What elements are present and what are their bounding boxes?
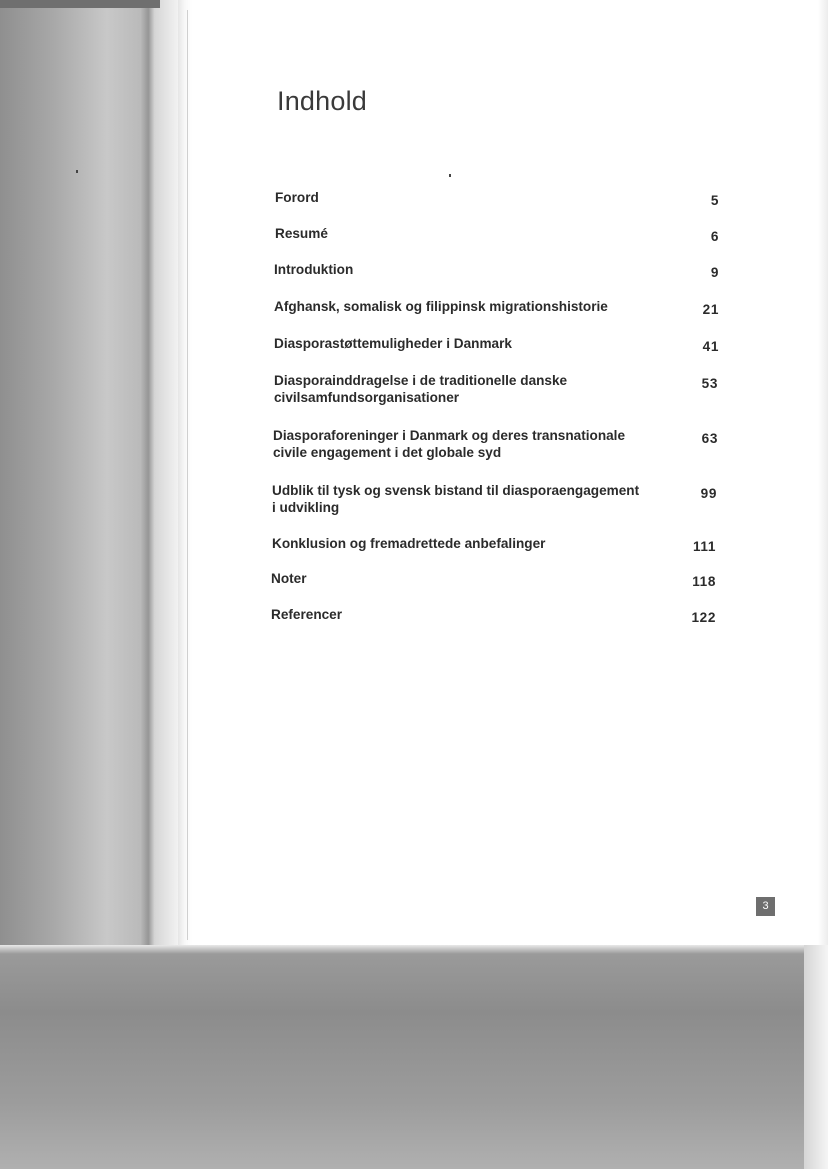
toc-entry-title: Diasporainddragelse i de traditionelle danske civilsamfundsorganisationer <box>274 373 568 405</box>
toc-entry-page: 6 <box>710 229 719 244</box>
toc-entry-title: Diasporaforeninger i Danmark og deres transnationale civile engagement i det globale syd <box>273 428 626 460</box>
toc-entry-page: 9 <box>710 265 719 280</box>
toc-entry-page: 5 <box>710 193 719 208</box>
toc-entry-page: 118 <box>692 574 716 589</box>
toc-entry-title: Referencer <box>271 607 343 622</box>
page-title: Indhold <box>277 86 367 116</box>
toc-entry-page: 41 <box>702 339 719 354</box>
toc-entry-title: Diasporastøttemuligheder i Danmark <box>274 336 512 351</box>
toc-entry-title: Noter <box>271 571 307 586</box>
toc-entry-title: Konklusion og fremadrettede anbefalinger <box>272 536 546 551</box>
toc-entry-page: 21 <box>702 302 719 317</box>
toc-entry-title: Afghansk, somalisk og filippinsk migrationshistorie <box>274 299 608 314</box>
toc-entry-page: 111 <box>693 539 716 554</box>
toc-entry-title: Resumé <box>275 226 328 241</box>
toc-entry-title: Introduktion <box>274 262 354 277</box>
page-number-badge: 3 <box>756 897 775 916</box>
toc-entry-page: 99 <box>700 486 717 501</box>
toc-entry-page: 63 <box>701 431 718 446</box>
toc-entry-title: Forord <box>275 190 319 205</box>
toc-entry-page: 122 <box>691 610 716 625</box>
toc-entry-title: Udblik til tysk og svensk bistand til diasporaengagement i udvikling <box>272 483 640 515</box>
toc-entry-page: 53 <box>701 376 718 391</box>
